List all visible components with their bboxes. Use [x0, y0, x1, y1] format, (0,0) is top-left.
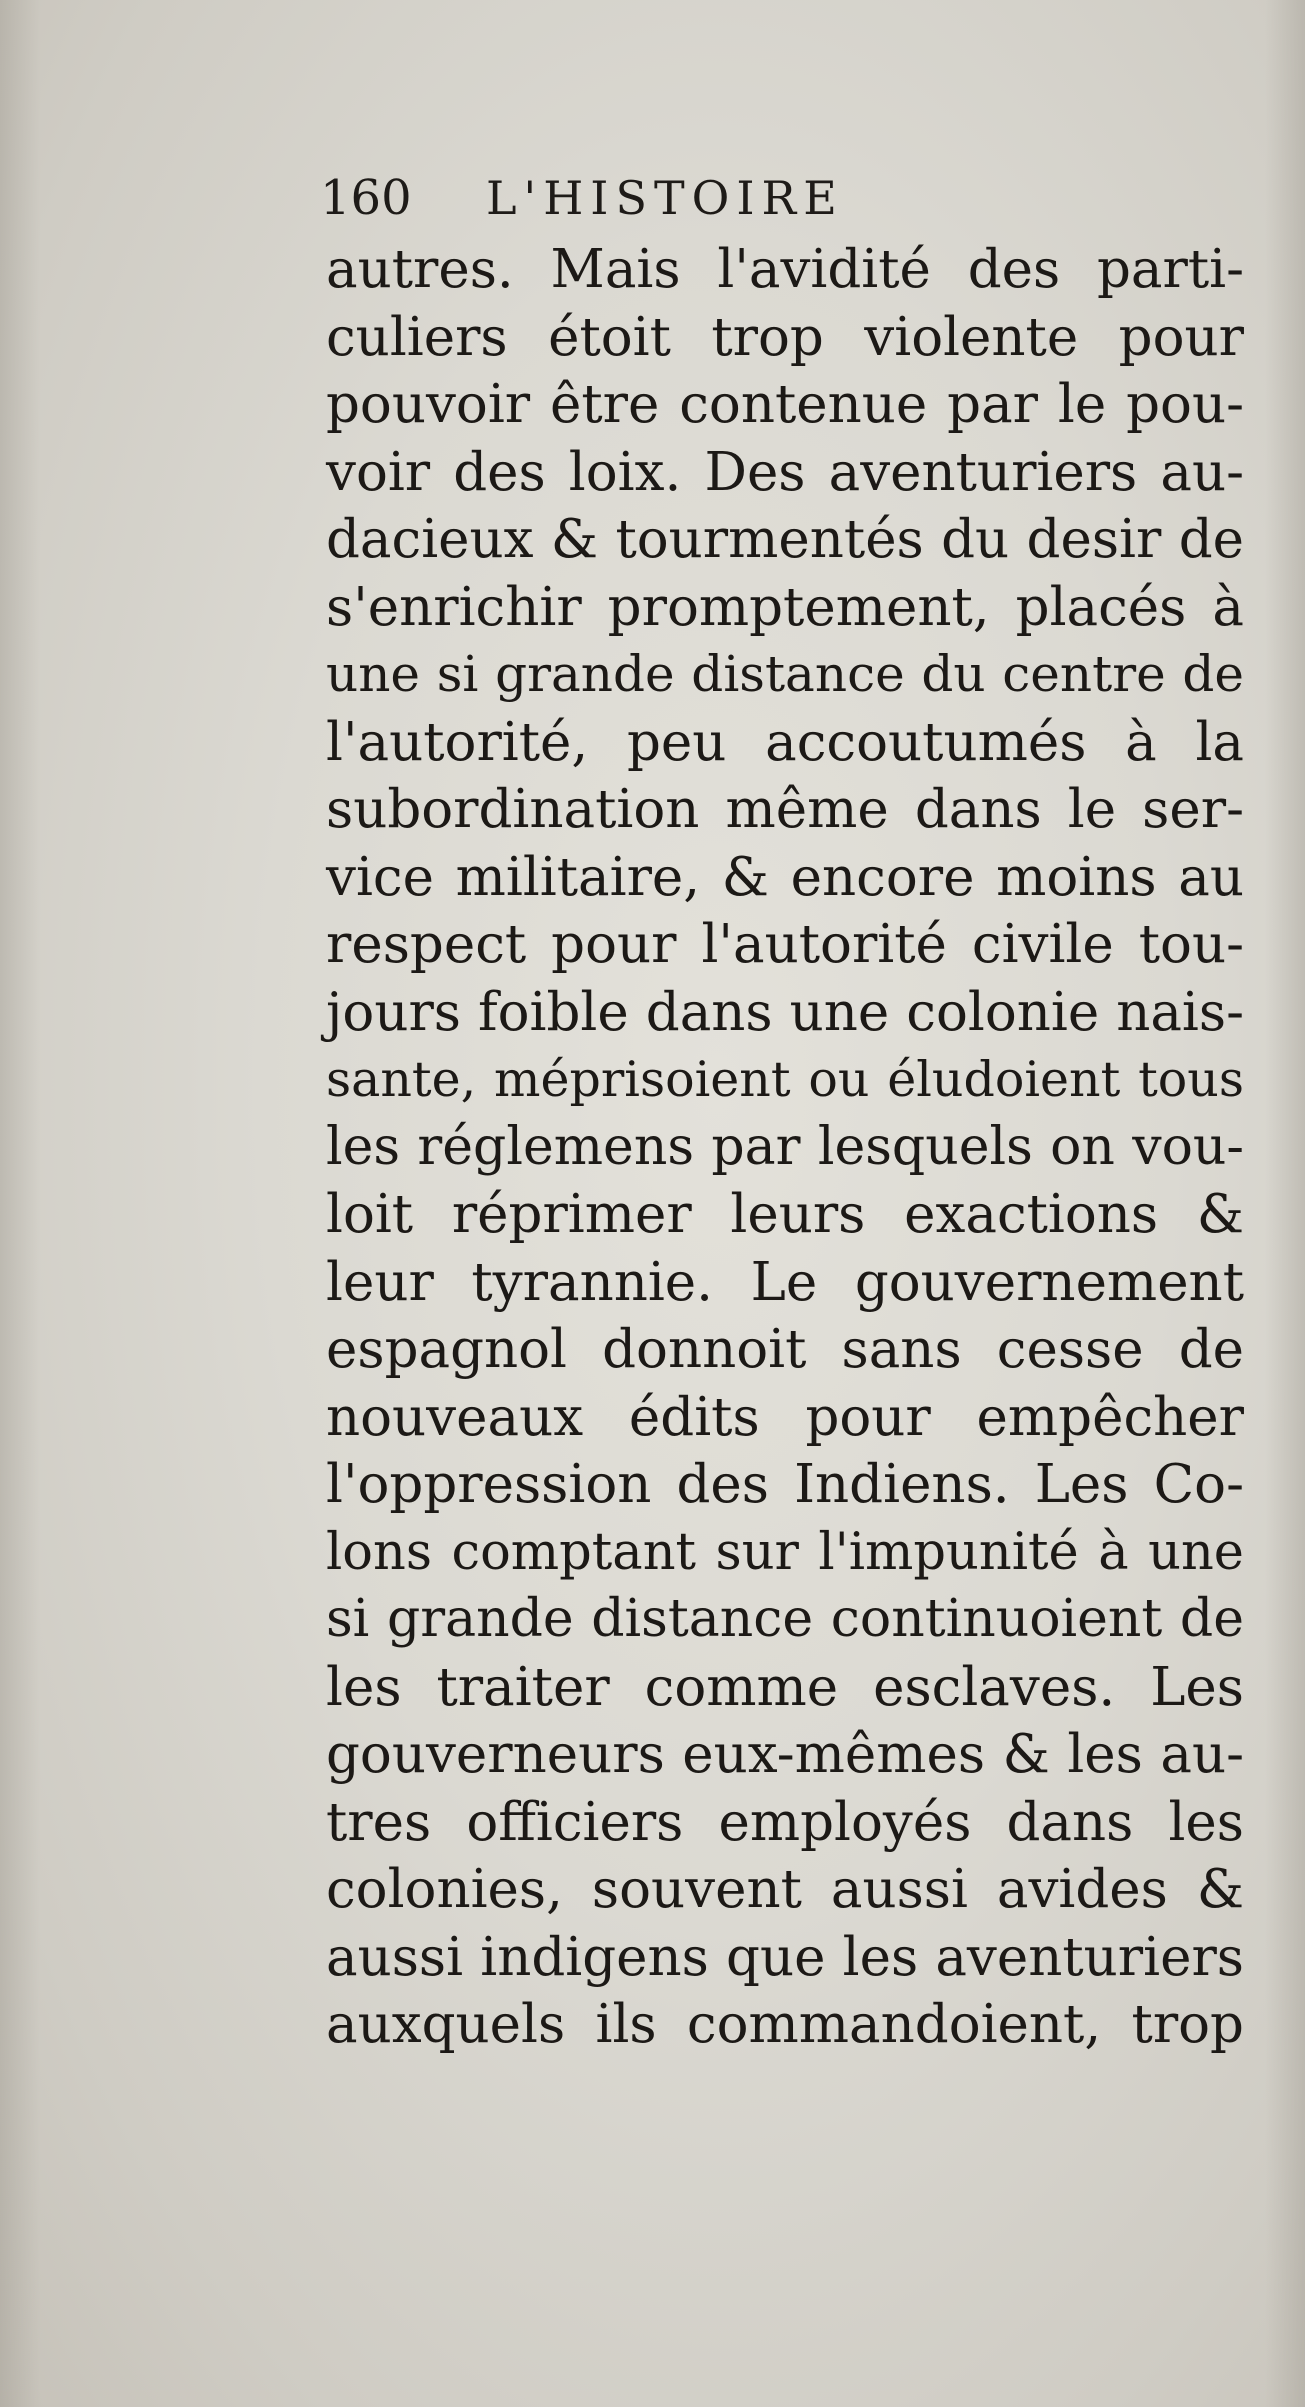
text-line: lons comptant sur l'impunité à une [326, 1522, 1244, 1582]
body-text [326, 236, 1244, 2059]
text-line: jours foible dans une colonie nais- [326, 981, 1244, 1043]
text-line: espagnol donnoit sans cesse de [326, 1319, 1244, 1380]
text-line: auxquels ils commandoient, trop [326, 1994, 1244, 2055]
text-line: une si grande distance du centre de [326, 645, 1244, 703]
text-line: l'autorité, peu accoutumés à la [326, 711, 1244, 773]
text-line: voir des loix. Des aventuriers au- [326, 441, 1244, 503]
text-line: pouvoir être contenue par le pou- [326, 374, 1244, 435]
text-line: s'enrichir promptement, placés à [326, 576, 1244, 638]
text-line: vice militaire, & encore moins au [326, 846, 1244, 908]
text-line: subordination même dans le ser- [326, 779, 1244, 840]
text-line: loit réprimer leurs exactions & [326, 1184, 1244, 1245]
text-line: l'oppression des Indiens. Les Co- [326, 1454, 1244, 1515]
text-line: tres officiers employés dans les [326, 1791, 1244, 1853]
text-line: culiers étoit trop violente pour [326, 306, 1244, 368]
running-head: L'HISTOIRE [486, 171, 844, 225]
page-edge-shadow-right [1265, 0, 1305, 2407]
page-edge-shadow-left [0, 0, 40, 2407]
text-line: autres. Mais l'avidité des parti- [326, 239, 1244, 300]
page-number: 160 [320, 170, 412, 226]
text-line: les traiter comme esclaves. Les [326, 1656, 1244, 1718]
text-line: gouverneurs eux-mêmes & les au- [326, 1724, 1244, 1785]
text-line: dacieux & tourmentés du desir de [326, 509, 1244, 570]
text-line: aussi indigens que les aventuriers [326, 1926, 1244, 1988]
text-line: si grande distance continuoient de [326, 1589, 1244, 1649]
text-line: colonies, souvent aussi avides & [326, 1859, 1244, 1920]
text-line: nouveaux édits pour empêcher [326, 1386, 1244, 1448]
page-header [320, 168, 1260, 228]
text-line: respect pour l'autorité civile tou- [326, 914, 1244, 975]
text-line: leur tyrannie. Le gouvernement [326, 1251, 1244, 1313]
text-line: les réglemens par lesquels on vou- [326, 1116, 1244, 1177]
text-line: sante, méprisoient ou éludoient tous [326, 1051, 1244, 1108]
